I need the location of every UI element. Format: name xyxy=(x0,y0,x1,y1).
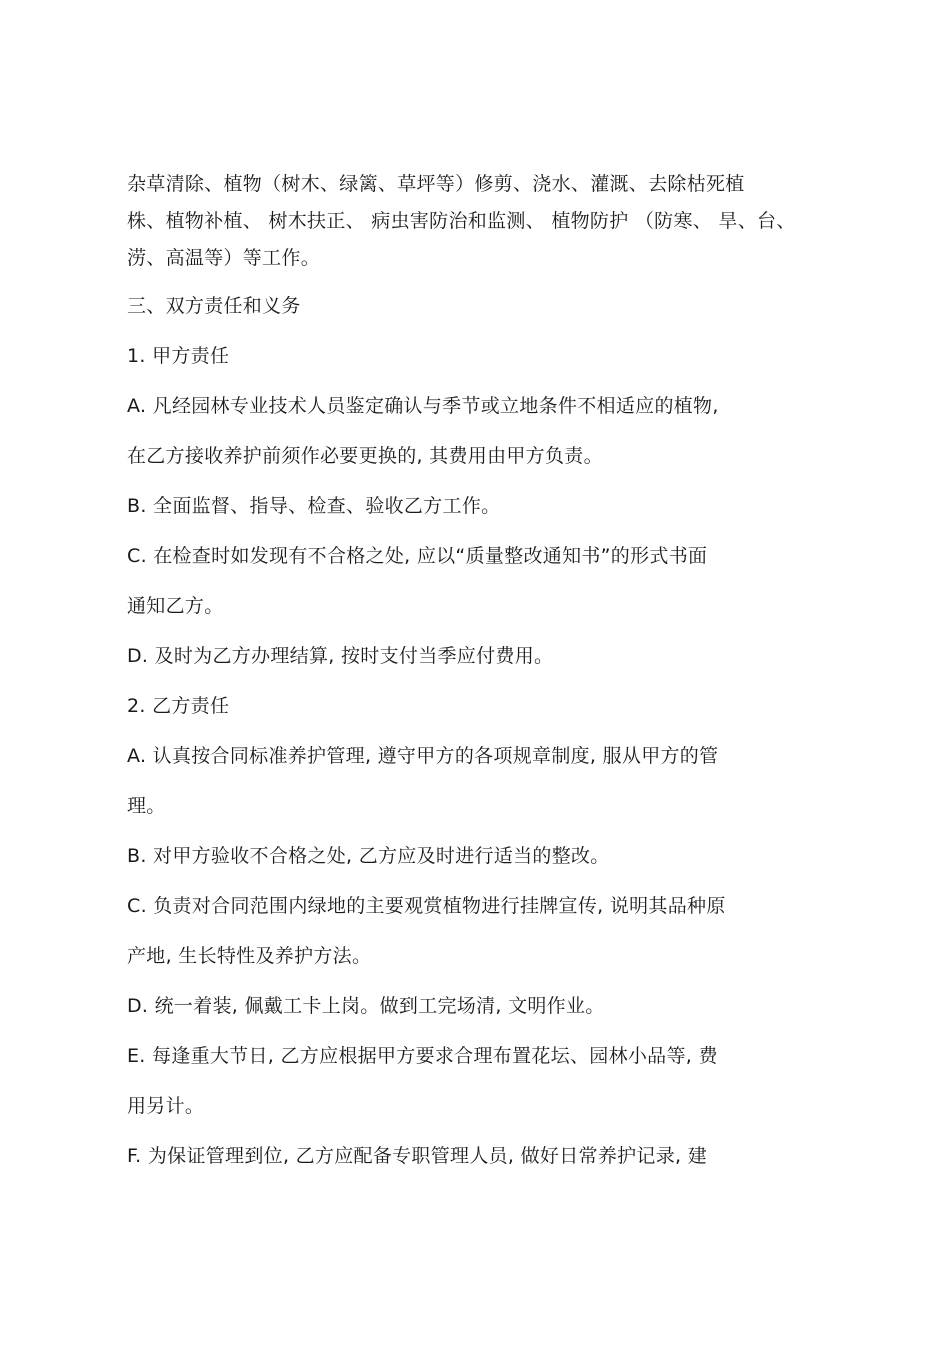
text-line: C. 负责对合同范围内绿地的主要观赏植物进行挂牌宣传, 说明其品种原 xyxy=(127,895,726,917)
text-line: 用另计。 xyxy=(127,1095,205,1117)
text-line: B. 对甲方验收不合格之处, 乙方应及时进行适当的整改。 xyxy=(127,845,610,867)
text-line: D. 统一着装, 佩戴工卡上岗。做到工完场清, 文明作业。 xyxy=(127,995,605,1017)
text-line: 涝、高温等）等工作。 xyxy=(127,247,321,269)
text-line: 通知乙方。 xyxy=(127,595,224,617)
text-line: C. 在检查时如发现有不合格之处, 应以“质量整改通知书”的形式书面 xyxy=(127,545,708,567)
text-line: A. 凡经园林专业技术人员鉴定确认与季节或立地条件不相适应的植物, xyxy=(127,395,719,417)
text-line: A. 认真按合同标准养护管理, 遵守甲方的各项规章制度, 服从甲方的管 xyxy=(127,745,719,767)
text-line: 产地, 生长特性及养护方法。 xyxy=(127,945,372,967)
text-line: E. 每逢重大节日, 乙方应根据甲方要求合理布置花坛、园林小品等, 费 xyxy=(127,1045,718,1067)
text-line: F. 为保证管理到位, 乙方应配备专职管理人员, 做好日常养护记录, 建 xyxy=(127,1145,707,1167)
text-line: 在乙方接收养护前须作必要更换的, 其费用由甲方负责。 xyxy=(127,445,603,467)
text-line: 株、植物补植、 树木扶正、 病虫害防治和监测、 植物防护 （防寒、 旱、台、 xyxy=(127,210,796,232)
text-line: B. 全面监督、指导、检查、验收乙方工作。 xyxy=(127,495,501,517)
text-line: 理。 xyxy=(127,795,166,817)
subsection-heading: 2. 乙方责任 xyxy=(127,695,230,717)
text-line: 杂草清除、植物（树木、绿篱、草坪等）修剪、浇水、灌溉、去除枯死植 xyxy=(127,173,745,195)
subsection-heading: 1. 甲方责任 xyxy=(127,345,230,367)
text-line: D. 及时为乙方办理结算, 按时支付当季应付费用。 xyxy=(127,645,554,667)
section-heading: 三、双方责任和义务 xyxy=(127,295,301,317)
